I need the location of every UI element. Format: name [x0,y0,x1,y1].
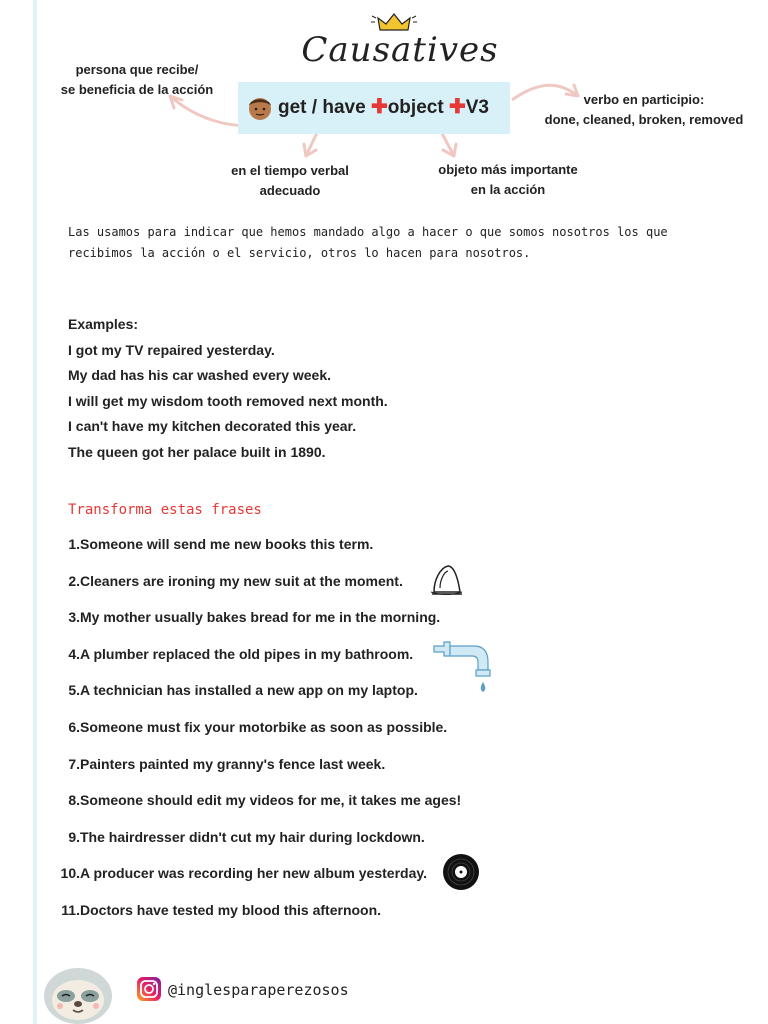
instagram-handle[interactable]: @inglesparaperezosos [168,981,349,999]
vinyl-record-icon [442,853,480,891]
note-tense: en el tiempo verbal adecuado [231,163,349,198]
example-item: I can't have my kitchen decorated this year. [68,418,357,434]
sloth-logo-icon [42,962,114,1024]
exercise-item: 1. Someone will send me new books this term. [68,536,374,552]
note-object: objeto más importante en la acción [438,162,578,197]
example-item: My dad has his car washed every week. [68,367,332,383]
plus-icon: ✚ [448,96,466,119]
exercise-item: 2. Cleaners are ironing my new suit at the moment. [68,572,403,589]
plus-icon: ✚ [370,96,388,119]
examples-section [68,312,388,465]
formula-get-have: get / have [278,97,366,119]
examples-heading: Examples: [68,316,139,332]
example-item: The queen got her palace built in 1890. [68,443,326,460]
iron-icon [426,560,466,600]
example-item: I will get my wisdom tooth removed next month. [68,392,388,409]
note-participle: verbo en participio: done, cleaned, broken, removed [544,92,744,127]
page-title: Causatives [301,30,499,70]
exercise-item: 10. A producer was recording her new album yesterday. [60,865,427,882]
exercise-item: 11. Doctors have tested my blood this afternoon. [61,901,382,918]
exercise-item: 5. A technician has installed a new app on my laptop. [68,682,418,699]
formula-v3: V3 [465,97,489,119]
causative-formula [246,94,489,122]
note-receiver: persona que recibe/ se beneficia de la acción [60,62,214,97]
exercise-item: 9. The hairdresser didn't cut my hair during lockdown. [68,828,425,845]
pipe-icon [432,640,494,696]
exercise-item: 4. A plumber replaced the old pipes in my bathroom. [68,645,414,662]
exercise-list [54,536,461,939]
example-item: I got my TV repaired yesterday. [68,341,275,358]
formula-object: object [387,97,444,119]
instagram-icon [136,976,162,1002]
exercise-item: 7. Painters painted my granny's fence last week. [68,755,386,772]
exercise-title: Transforma estas frases [68,502,262,518]
intro-paragraph: Las usamos para indicar que hemos mandado algo a hacer o que somos nosotros los que recibimos la acción o el servicio, otros lo hacen para nosotros. [68,225,668,260]
person-emoji-icon [246,94,274,122]
exercise-item: 3. My mother usually bakes bread for me in the morning. [68,609,441,626]
exercise-item: 6. Someone must fix your motorbike as soon as possible. [68,718,448,735]
exercise-item: 8. Someone should edit my videos for me, it takes me ages! [68,792,462,809]
